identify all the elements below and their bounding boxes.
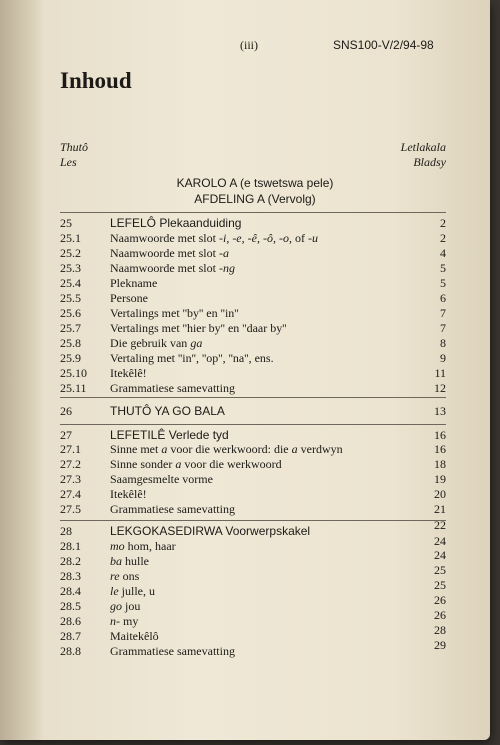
- toc-entry-title: Itekêlê!: [110, 487, 147, 501]
- toc-entry-page: 2: [440, 231, 446, 245]
- divider: [60, 397, 446, 398]
- page-number: (iii): [240, 38, 258, 52]
- toc-entry-number: 27.3: [60, 472, 81, 486]
- toc-entry-page: 6: [440, 291, 446, 305]
- divider: [60, 520, 446, 521]
- toc-entry: [60, 231, 446, 246]
- toc-entry: [60, 457, 446, 472]
- toc-entry-page: 13: [434, 404, 446, 418]
- toc-entry-number: 27.1: [60, 442, 81, 456]
- toc-entry-number: 28.3: [60, 569, 81, 583]
- toc-entry-number: 25.2: [60, 246, 81, 260]
- toc-entry-page: 11: [434, 366, 446, 380]
- toc-entry: [60, 291, 446, 306]
- toc-entry-page: 20: [434, 487, 446, 501]
- divider: [60, 424, 446, 425]
- toc-entry-title: Grammatiese samevatting: [110, 502, 235, 516]
- column-header-lesson-setswana: Thutô: [60, 140, 89, 154]
- toc-entry-number: 28.1: [60, 539, 81, 553]
- toc-entry-page: 29: [434, 638, 446, 652]
- toc-entry-page: 24: [434, 534, 446, 548]
- toc-entry-title: LEKGOKASEDIRWA Voorwerpskakel: [110, 524, 311, 538]
- toc-entry: [60, 638, 446, 659]
- toc-entry: [60, 578, 446, 599]
- toc-entry-title: re ons: [110, 569, 140, 583]
- toc-entry-title: Sinne met a voor die werkwoord: die a verdwyn: [110, 442, 343, 456]
- toc-entry-title: go jou: [110, 599, 141, 613]
- toc-entry-title: Vertalings met ''by'' en ''in'': [110, 306, 239, 320]
- toc-entry-title: Vertaling met ''in'', ''op'', ''na'', ens.: [110, 351, 274, 365]
- toc-entry-number: 27.4: [60, 487, 81, 501]
- toc-entry: [60, 321, 446, 336]
- toc-entry-title: Maitekêlô: [110, 629, 159, 643]
- toc-entry-page: 28: [434, 623, 446, 637]
- toc-entry-page: 16: [434, 442, 446, 456]
- toc-entry: [60, 608, 446, 629]
- toc-entry-title: ba hulle: [110, 554, 149, 568]
- column-header-lesson: [60, 140, 88, 170]
- toc-entry-title: Sinne sonder a voor die werkwoord: [110, 457, 282, 471]
- toc-entry: [60, 442, 446, 457]
- toc-entry-page: 2: [440, 216, 446, 230]
- toc-entry-title: Persone: [110, 291, 148, 305]
- toc-entry-title: Naamwoorde met slot -i, -e, -ê, -ô, -o, of -u: [110, 231, 318, 245]
- toc-entry-number: 28.4: [60, 584, 81, 598]
- toc-entry-number: 25: [60, 216, 72, 230]
- toc-entry-page: 19: [434, 472, 446, 486]
- toc-entry: [60, 306, 446, 321]
- toc-entry-page: 21: [434, 502, 446, 516]
- toc-entry-number: 25.3: [60, 261, 81, 275]
- toc-entry-page: 7: [440, 306, 446, 320]
- toc-entry-title: Saamgesmelte vorme: [110, 472, 213, 486]
- toc-entry-page: 26: [434, 593, 446, 607]
- toc-entry-title: THUTÔ YA GO BALA: [110, 404, 225, 418]
- toc-entry-title: LEFETILÊ Verlede tyd: [110, 428, 229, 442]
- toc-entry-title: Naamwoorde met slot -a: [110, 246, 229, 260]
- toc-entry-title: Vertalings met ''hier by'' en ''daar by'': [110, 321, 287, 335]
- document-code: SNS100-V/2/94-98: [333, 38, 434, 52]
- column-header-page-setswana: Letlakala: [400, 140, 446, 154]
- toc-entry-page: 22: [434, 518, 446, 532]
- toc-entry: [60, 623, 446, 644]
- toc-entry: [60, 518, 446, 539]
- toc-entry: [60, 563, 446, 584]
- toc-entry-page: 5: [440, 261, 446, 275]
- toc-entry: [60, 351, 446, 366]
- toc-entry-page: 16: [434, 428, 446, 442]
- toc-entry-number: 25.4: [60, 276, 81, 290]
- toc-entry: [60, 216, 446, 231]
- toc-entry: [60, 366, 446, 381]
- toc-entry-title: Grammatiese samevatting: [110, 381, 235, 395]
- toc-entry-title: Itekêlê!: [110, 366, 147, 380]
- toc-entry-number: 27.2: [60, 457, 81, 471]
- toc-entry-title: Grammatiese samevatting: [110, 644, 235, 658]
- toc-entry: [60, 246, 446, 261]
- column-header-lesson-afrikaans: Les: [60, 155, 77, 169]
- toc-entry: [60, 404, 446, 419]
- toc-entry-number: 25.11: [60, 381, 87, 395]
- toc-entry-number: 28: [60, 524, 72, 538]
- toc-entry-number: 27.5: [60, 502, 81, 516]
- toc-entry: [60, 548, 446, 569]
- column-header-page: [401, 140, 446, 170]
- toc-entry: [60, 593, 446, 614]
- toc-entry: [60, 261, 446, 276]
- divider: [60, 212, 446, 213]
- toc-entry-page: 9: [440, 351, 446, 365]
- toc-entry: [60, 336, 446, 351]
- page-title: Inhoud: [60, 68, 132, 93]
- toc-entry-page: 7: [440, 321, 446, 335]
- toc-entry-page: 25: [434, 563, 446, 577]
- toc-entry-title: Die gebruik van ga: [110, 336, 203, 350]
- toc-entry-title: le julle, u: [110, 584, 155, 598]
- toc-entry-number: 25.10: [60, 366, 87, 380]
- toc-entry-number: 25.8: [60, 336, 81, 350]
- toc-entry: [60, 534, 446, 554]
- toc-entry-title: mo hom, haar: [110, 539, 176, 553]
- toc-entry: [60, 428, 446, 443]
- toc-entry-number: 28.2: [60, 554, 81, 568]
- toc-entry-page: 12: [434, 381, 446, 395]
- column-header-page-afrikaans: Bladsy: [413, 155, 446, 169]
- toc-entry-title: n- my: [110, 614, 139, 628]
- toc-entry-page: 26: [434, 608, 446, 622]
- toc-entry-number: 28.8: [60, 644, 81, 658]
- toc-entry-title: Plekname: [110, 276, 158, 290]
- toc-entry-number: 25.6: [60, 306, 81, 320]
- page-gutter: [0, 0, 44, 740]
- toc-entry: [60, 381, 446, 396]
- toc-entry-title: LEFELÔ Plekaanduiding: [110, 216, 242, 230]
- toc-entry-number: 25.1: [60, 231, 81, 245]
- toc-entry-number: 25.7: [60, 321, 81, 335]
- toc-entry-page: 4: [440, 246, 446, 260]
- toc-entry: [60, 276, 446, 291]
- toc-entry-number: 28.7: [60, 629, 81, 643]
- toc-entry: [60, 502, 446, 517]
- toc-entry-page: 25: [434, 578, 446, 592]
- toc-entry-page: 8: [440, 336, 446, 350]
- toc-entry-number: 28.6: [60, 614, 81, 628]
- toc-entry-page: 5: [440, 276, 446, 290]
- toc-entry: [60, 487, 446, 502]
- section-heading: [60, 175, 450, 207]
- section-heading-setswana: KAROLO A (e tswetswa pele): [176, 176, 334, 190]
- toc-entry-number: 26: [60, 404, 72, 418]
- toc-entry-number: 28.5: [60, 599, 81, 613]
- toc-entry-number: 27: [60, 428, 72, 442]
- toc-entry-title: Naamwoorde met slot -ng: [110, 261, 235, 275]
- section-heading-afrikaans: AFDELING A (Vervolg): [194, 192, 316, 206]
- toc-entry-page: 18: [434, 457, 446, 471]
- toc-entry-number: 25.9: [60, 351, 81, 365]
- toc-entry-page: 24: [434, 548, 446, 562]
- toc-entry-number: 25.5: [60, 291, 81, 305]
- toc-entry: [60, 472, 446, 487]
